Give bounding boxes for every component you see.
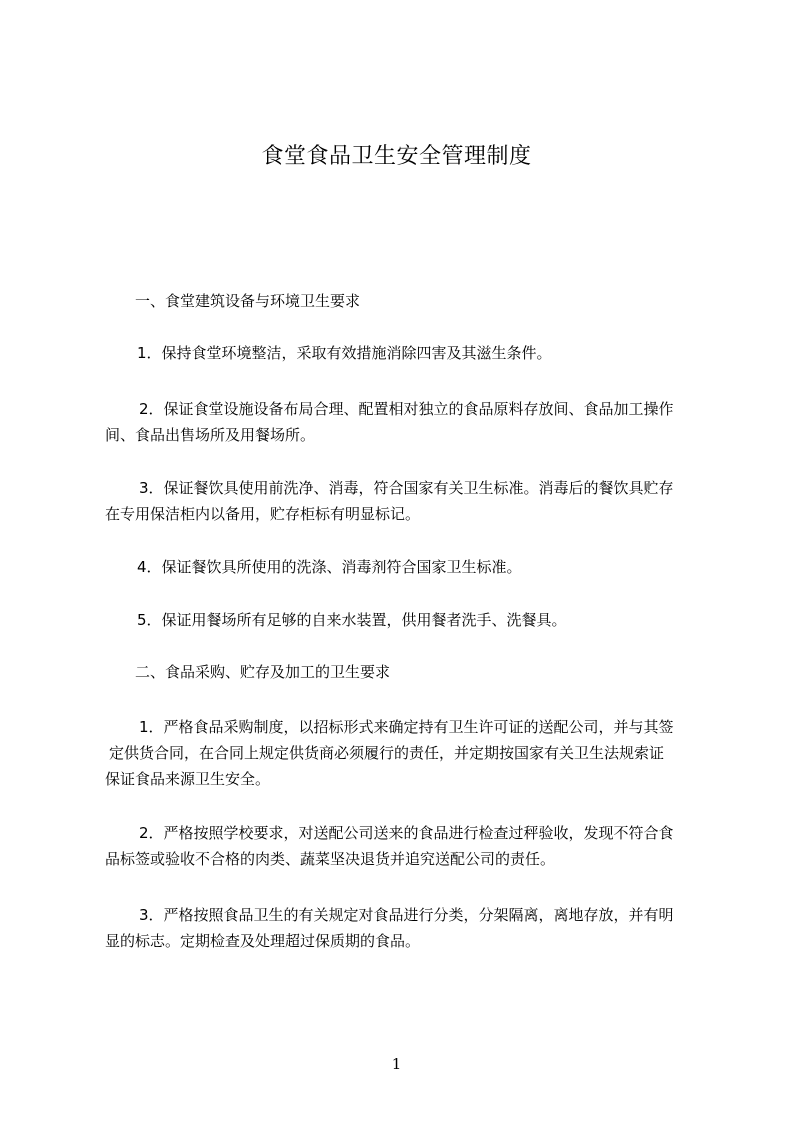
list-item: [105, 475, 711, 527]
paragraph-line: 2．严格按照学校要求，对送配公司送来的食品进行检查过秤验收，发现不符合食: [139, 824, 674, 842]
section-heading-text: 一、食堂建筑设备与环境卫生要求: [135, 292, 361, 310]
paragraph-line: 3．严格按照食品卫生的有关规定对食品进行分类，分架隔离，离地存放，并有明: [139, 906, 674, 924]
paragraph-line: 显的标志。定期检查及处理超过保质期的食品。: [105, 932, 421, 950]
list-item: [105, 820, 711, 872]
paragraph-line: 1．严格食品采购制度，以招标形式来确定持有卫生许可证的送配公司，并与其签: [139, 718, 674, 736]
paragraph-line: 定供货合同，在合同上规定供货商必须履行的责任，并定期按国家有关卫生法规索证: [109, 744, 665, 762]
section-heading: [105, 659, 711, 685]
paragraph-line: 5．保证用餐场所有足够的自来水装置，供用餐者洗手、洗餐具。: [137, 611, 567, 629]
page-title: 食堂食品卫生安全管理制度: [261, 144, 532, 169]
list-item: [105, 554, 711, 580]
paragraph-line: 3．保证餐饮具使用前洗净、消毒，符合国家有关卫生标准。消毒后的餐饮具贮存: [139, 479, 674, 497]
paragraph-line: 4．保证餐饮具所使用的洗涤、消毒剂符合国家卫生标准。: [137, 558, 522, 576]
list-item: [105, 714, 711, 792]
page-number: 1: [391, 1055, 402, 1073]
paragraph-line: 保证食品来源卫生安全。: [105, 770, 271, 788]
paragraph-line: 在专用保洁柜内以备用，贮存柜标有明显标记。: [105, 505, 421, 523]
paragraph-line: 间、食品出售场所及用餐场所。: [105, 426, 316, 444]
paragraph-line: 1．保持食堂环境整洁，采取有效措施消除四害及其滋生条件。: [137, 344, 552, 362]
list-item: [105, 902, 711, 954]
paragraph-line: 2．保证食堂设施设备布局合理、配置相对独立的食品原料存放间、食品加工操作: [139, 400, 674, 418]
section-heading: [105, 288, 711, 314]
list-item: [105, 340, 711, 366]
list-item: [105, 607, 711, 633]
list-item: [105, 396, 711, 448]
paragraph-line: 品标签或验收不合格的肉类、蔬菜坚决退货并追究送配公司的责任。: [105, 850, 556, 868]
section-heading-text: 二、食品采购、贮存及加工的卫生要求: [135, 663, 391, 681]
